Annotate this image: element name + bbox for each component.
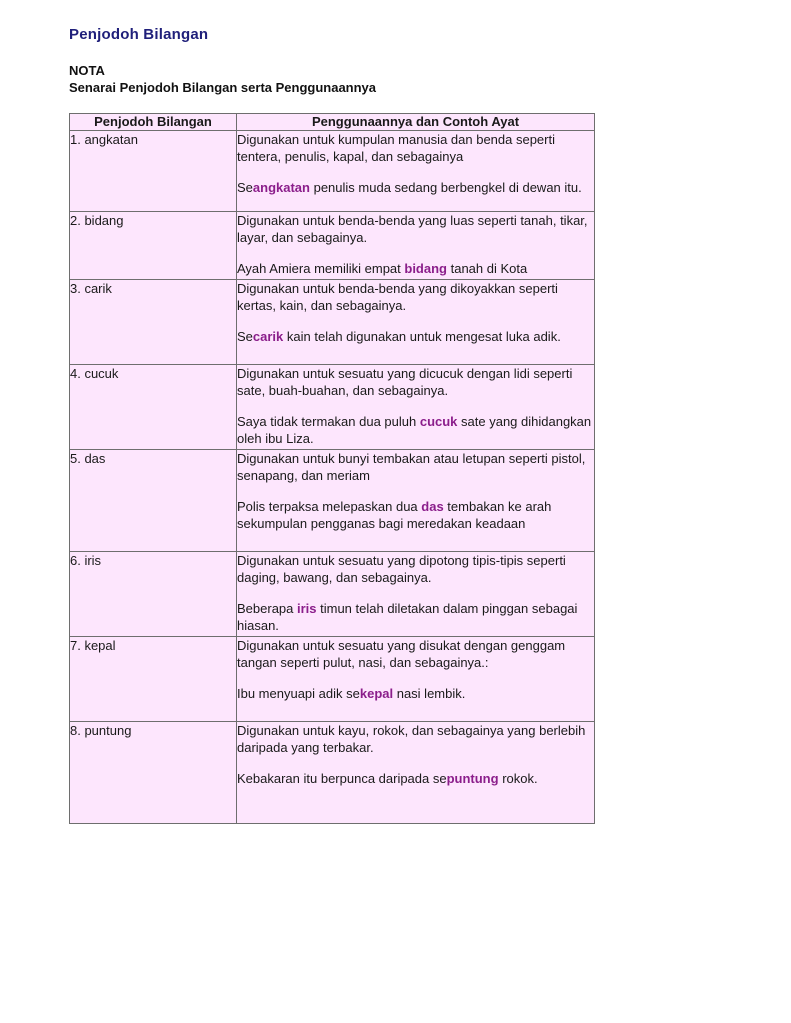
usage-description: Digunakan untuk kayu, rokok, dan sebagainya yang berlebih daripada yang terbakar. bbox=[237, 723, 586, 755]
usage-description: Digunakan untuk benda-benda yang dikoyakkan seperti kertas, kain, dan sebagainya. bbox=[237, 281, 558, 313]
example-text: Se bbox=[237, 329, 253, 344]
usage-description: Digunakan untuk sesuatu yang disukat dengan genggam tangan seperti pulut, nasi, dan sebagainya.: bbox=[237, 638, 566, 670]
usage-description: Digunakan untuk bunyi tembakan atau letupan seperti pistol, senapang, dan meriam bbox=[237, 451, 586, 483]
usage-description: Digunakan untuk kumpulan manusia dan benda seperti tentera, penulis, kapal, dan sebagainya bbox=[237, 132, 555, 164]
example-text: Se bbox=[237, 180, 253, 195]
example-text: Beberapa bbox=[237, 601, 297, 616]
example-text: timun telah diletakan dalam pinggan sebagai hiasan. bbox=[237, 601, 578, 633]
example-text: nasi lembik. bbox=[393, 686, 466, 701]
term-cell: 7. kepal bbox=[70, 637, 237, 722]
example-text: tanah di Kota bbox=[446, 261, 528, 276]
example-text: penulis muda sedang berbengkel di dewan itu. bbox=[309, 180, 582, 195]
usage-cell bbox=[237, 212, 595, 280]
table-row bbox=[70, 212, 595, 280]
penjodoh-bilangan-table bbox=[69, 113, 595, 824]
example-text: Polis terpaksa melepaskan dua bbox=[237, 499, 422, 514]
example-sentence bbox=[237, 685, 594, 702]
term-cell: 6. iris bbox=[70, 552, 237, 637]
example-sentence bbox=[237, 600, 594, 634]
example-text: sate yang dihidangkan oleh ibu Liza. bbox=[237, 414, 592, 446]
example-sentence bbox=[237, 770, 594, 787]
highlighted-term: puntung bbox=[446, 771, 499, 786]
usage-cell bbox=[237, 637, 595, 722]
column-header-usage: Penggunaannya dan Contoh Ayat bbox=[237, 114, 595, 131]
table-row bbox=[70, 722, 595, 824]
highlighted-term: iris bbox=[297, 601, 317, 616]
example-text: Kebakaran itu berpunca daripada se bbox=[237, 771, 447, 786]
term-cell: 8. puntung bbox=[70, 722, 237, 824]
example-sentence bbox=[237, 260, 594, 277]
usage-description: Digunakan untuk sesuatu yang dicucuk dengan lidi seperti sate, buah-buahan, dan sebagainya. bbox=[237, 366, 573, 398]
highlighted-term: carik bbox=[252, 329, 284, 344]
term-cell: 1. angkatan bbox=[70, 131, 237, 212]
example-text: Saya tidak termakan dua puluh bbox=[237, 414, 420, 429]
usage-cell bbox=[237, 280, 595, 365]
example-text: rokok. bbox=[498, 771, 538, 786]
usage-cell bbox=[237, 131, 595, 212]
usage-cell bbox=[237, 552, 595, 637]
table-row bbox=[70, 637, 595, 722]
highlighted-term: kepal bbox=[359, 686, 394, 701]
example-text: kain telah digunakan untuk mengesat luka adik. bbox=[283, 329, 561, 344]
nota-subtitle: Senarai Penjodoh Bilangan serta Penggunaannya bbox=[69, 80, 377, 95]
example-sentence bbox=[237, 179, 594, 196]
column-header-term: Penjodoh Bilangan bbox=[70, 114, 237, 131]
usage-cell bbox=[237, 365, 595, 450]
nota-label: NOTA bbox=[69, 63, 105, 78]
usage-cell bbox=[237, 722, 595, 824]
highlighted-term: bidang bbox=[404, 261, 447, 276]
table-row bbox=[70, 280, 595, 365]
usage-description: Digunakan untuk benda-benda yang luas seperti tanah, tikar, layar, dan sebagainya. bbox=[237, 213, 588, 245]
table-row bbox=[70, 365, 595, 450]
example-text: Ayah Amiera memiliki empat bbox=[237, 261, 405, 276]
highlighted-term: das bbox=[421, 499, 444, 514]
table-row bbox=[70, 552, 595, 637]
term-cell: 5. das bbox=[70, 450, 237, 552]
highlighted-term: cucuk bbox=[419, 414, 458, 429]
term-cell: 4. cucuk bbox=[70, 365, 237, 450]
highlighted-term: angkatan bbox=[252, 180, 310, 195]
table-header-row bbox=[70, 114, 595, 131]
example-sentence bbox=[237, 498, 594, 532]
example-sentence bbox=[237, 328, 594, 345]
usage-cell bbox=[237, 450, 595, 552]
term-cell: 2. bidang bbox=[70, 212, 237, 280]
term-cell: 3. carik bbox=[70, 280, 237, 365]
example-text: Ibu menyuapi adik se bbox=[237, 686, 360, 701]
example-sentence bbox=[237, 413, 594, 447]
table-row bbox=[70, 131, 595, 212]
page-title: Penjodoh Bilangan bbox=[69, 26, 209, 43]
usage-description: Digunakan untuk sesuatu yang dipotong tipis-tipis seperti daging, bawang, dan sebagainya. bbox=[237, 553, 566, 585]
table-row bbox=[70, 450, 595, 552]
example-text: tembakan ke arah sekumpulan pengganas bagi meredakan keadaan bbox=[237, 499, 552, 531]
